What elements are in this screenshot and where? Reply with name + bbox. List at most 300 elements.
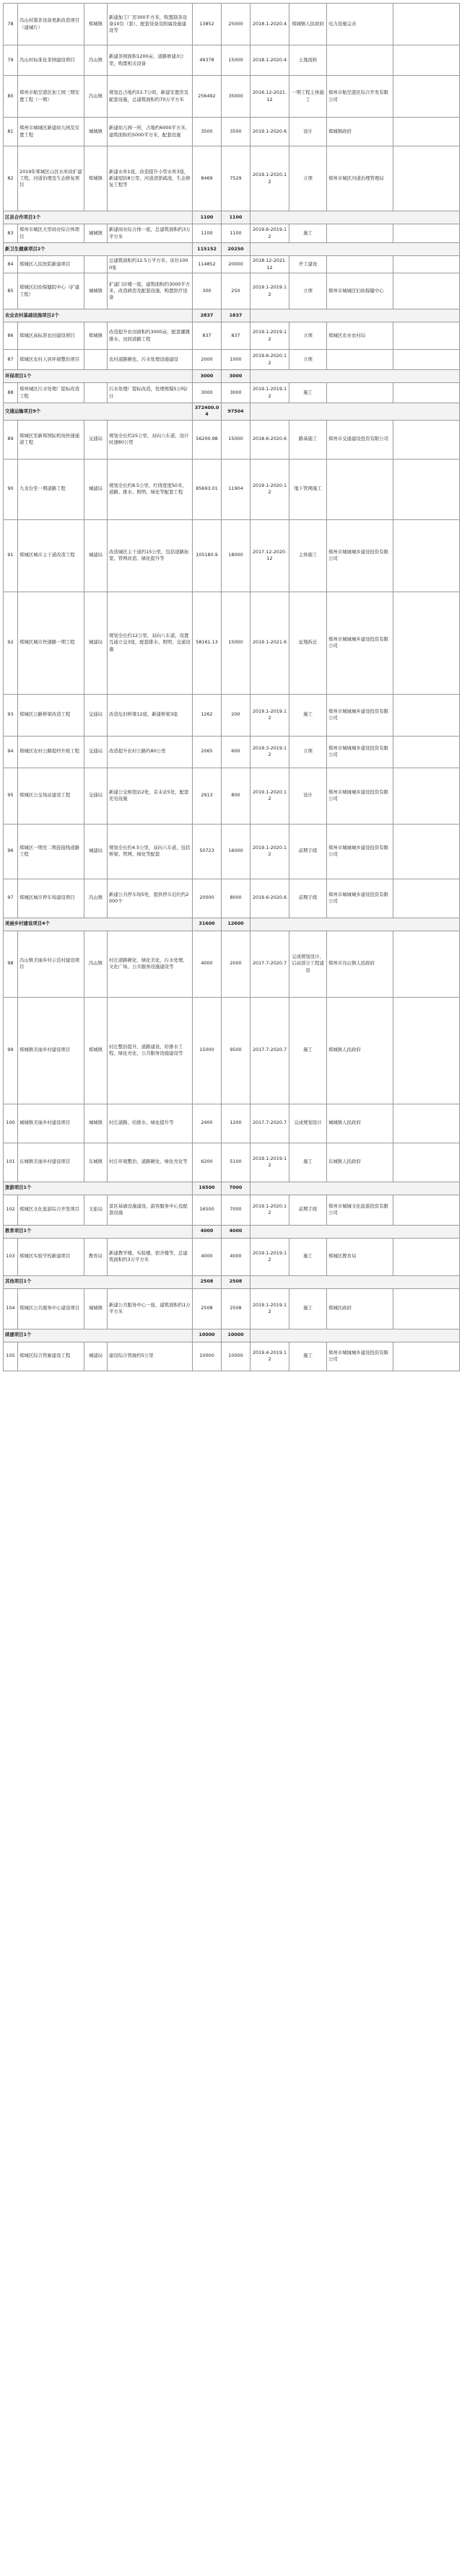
total-investment-cell: 114852 bbox=[193, 256, 222, 273]
total-investment-cell: 3500 bbox=[193, 118, 222, 146]
project-name-cell: 冯山村标准化茶园建设项目 bbox=[18, 45, 84, 76]
section-row bbox=[4, 1182, 460, 1195]
empty-cell bbox=[393, 736, 460, 768]
section-2019-cell: 2508 bbox=[222, 1275, 250, 1288]
period-cell: 2019.1-2019.12 bbox=[250, 1238, 289, 1275]
unit-cell bbox=[84, 383, 108, 403]
section-2019-cell: 7000 bbox=[222, 1182, 250, 1195]
content-cell: 村庄整治提升、道路建设、给排水工程、绿化亮化、公共服务设施建设等 bbox=[108, 997, 193, 1104]
table-row bbox=[4, 1104, 460, 1143]
section-2019-cell: 20250 bbox=[222, 243, 250, 256]
note-cell: 电力设施完善 bbox=[327, 4, 393, 45]
content-cell: 新建公共停车场5处，提供停车泊位约2000个 bbox=[108, 879, 193, 918]
content-cell: 规划全长约4.5公里，双向六车道，包括桥梁、管网、绿化等配套 bbox=[108, 824, 193, 879]
note-cell: 郑州市城城城乡建设投资有限公司 bbox=[327, 768, 393, 824]
period-cell: 2019.4-2019.12 bbox=[250, 1342, 289, 1371]
total-investment-cell: 20000 bbox=[193, 879, 222, 918]
table-row bbox=[4, 592, 460, 694]
unit-cell: 交通局 bbox=[84, 420, 108, 459]
empty-cell bbox=[393, 1104, 460, 1143]
investment-2019-cell: 837 bbox=[222, 322, 250, 350]
note-cell: 郑州市冯山镇人民政府 bbox=[327, 931, 393, 997]
section-total-cell: 372400.04 bbox=[193, 403, 222, 421]
period-cell: 2018.12-2021.12 bbox=[250, 256, 289, 273]
period-cell: 2019.1-2019.12 bbox=[250, 1143, 289, 1182]
total-investment-cell: 85693.01 bbox=[193, 459, 222, 519]
period-cell: 2019.6-2020.12 bbox=[250, 350, 289, 370]
total-investment-cell: 1262 bbox=[193, 694, 222, 736]
stage-cell: 施工 bbox=[289, 1342, 327, 1371]
content-cell: 总建筑面积约12.5万平方米，床位1000张 bbox=[108, 256, 193, 273]
row-number-cell: 102 bbox=[4, 1195, 18, 1225]
period-cell: 2019.3-2019.12 bbox=[250, 736, 289, 768]
unit-cell bbox=[84, 256, 108, 273]
section-2019-cell: 3000 bbox=[222, 370, 250, 383]
project-name-cell: 郑城区至新郑国际机场快速通道工程 bbox=[18, 420, 84, 459]
content-cell: 村庄道路硬化、绿化美化、污水处理、文化广场、公共服务设施建设等 bbox=[108, 931, 193, 997]
note-cell: 郑州市城城城乡建设投资有限公司 bbox=[327, 592, 393, 694]
project-name-cell: 郑城镇美丽乡村建设项目 bbox=[18, 997, 84, 1104]
note-cell bbox=[327, 459, 393, 519]
investment-2019-cell: 1000 bbox=[222, 350, 250, 370]
section-total-cell: 3000 bbox=[193, 370, 222, 383]
period-cell: 2018.1-2020.4 bbox=[250, 4, 289, 45]
project-name-cell: 郑州市航空港区加工园三期安置工程（一期） bbox=[18, 76, 84, 118]
investment-2019-cell: 35000 bbox=[222, 76, 250, 118]
table-row bbox=[4, 224, 460, 243]
project-name-cell: 郑州城区污水处理厂提标改造工程 bbox=[18, 383, 84, 403]
stage-cell: 开工建设 bbox=[289, 256, 327, 273]
investment-2019-cell: 1200 bbox=[222, 1104, 250, 1143]
total-investment-cell: 4000 bbox=[193, 1238, 222, 1275]
table-row bbox=[4, 4, 460, 45]
total-investment-cell: 15000 bbox=[193, 997, 222, 1104]
empty-cell bbox=[393, 420, 460, 459]
total-investment-cell: 105180.9 bbox=[193, 519, 222, 592]
row-number-cell: 88 bbox=[4, 383, 18, 403]
section-row bbox=[4, 1329, 460, 1342]
section-empty-cell bbox=[250, 309, 460, 322]
project-name-cell: 郑城区公路桥梁改造工程 bbox=[18, 694, 84, 736]
stage-cell: 土地流转 bbox=[289, 45, 327, 76]
stage-cell: 立项 bbox=[289, 322, 327, 350]
total-investment-cell: 2065 bbox=[193, 736, 222, 768]
project-name-cell: 冯山村制茶设备更新改造项目（建城片） bbox=[18, 4, 84, 45]
stage-cell: 主体施工 bbox=[289, 519, 327, 592]
table-row bbox=[4, 1143, 460, 1182]
empty-cell bbox=[393, 256, 460, 273]
empty-cell bbox=[393, 824, 460, 879]
section-label: 农业农村基础设施项目2个 bbox=[4, 309, 193, 322]
total-investment-cell: 2913 bbox=[193, 768, 222, 824]
note-cell: 郑州市城城城乡建设投资有限公司 bbox=[327, 694, 393, 736]
note-cell bbox=[327, 224, 393, 243]
content-cell: 规划全长约12公里，双向八车道，设置互通立交3座，配套排水、照明、交通设施 bbox=[108, 592, 193, 694]
stage-cell: 立项 bbox=[289, 273, 327, 309]
note-cell bbox=[327, 45, 393, 76]
note-cell: 郑州市城城城乡建设投资有限公司 bbox=[327, 879, 393, 918]
note-cell: 郑州市航空港区综合开发有限公司 bbox=[327, 76, 393, 118]
project-name-cell: 九龙台至一期道路工程 bbox=[18, 459, 84, 519]
stage-cell: 前期手续 bbox=[289, 824, 327, 879]
row-number-cell: 82 bbox=[4, 146, 18, 211]
table-row bbox=[4, 694, 460, 736]
total-investment-cell: 837 bbox=[193, 322, 222, 350]
period-cell: 2019.1-2019.12 bbox=[250, 1288, 289, 1329]
stage-cell: 路基施工 bbox=[289, 420, 327, 459]
total-investment-cell: 6200 bbox=[193, 1143, 222, 1182]
project-name-cell: 郑州市城区大型商业综合体项目 bbox=[18, 224, 84, 243]
period-cell: 2017.12-2020.12 bbox=[250, 519, 289, 592]
note-cell: 郑州市城区河道治理管理局 bbox=[327, 146, 393, 211]
stage-cell: 地下管网施工 bbox=[289, 459, 327, 519]
stage-cell: 一期工程主体施工 bbox=[289, 76, 327, 118]
content-cell: 农村道路硬化、污水处理设施建设 bbox=[108, 350, 193, 370]
period-cell: 2019.1-2020.12 bbox=[250, 824, 289, 879]
project-name-cell: 郑城区综合管廊建设工程 bbox=[18, 1342, 84, 1371]
table-row bbox=[4, 118, 460, 146]
period-cell: 2017.7-2020.7 bbox=[250, 931, 289, 997]
row-number-cell: 100 bbox=[4, 1104, 18, 1143]
unit-cell: 城建局 bbox=[84, 592, 108, 694]
empty-cell bbox=[393, 224, 460, 243]
content-cell: 改造危旧桥梁12座，新建桥梁3座 bbox=[108, 694, 193, 736]
investment-2019-cell: 9500 bbox=[222, 997, 250, 1104]
period-cell: 2019.1-2020.6 bbox=[250, 118, 289, 146]
project-name-cell: 东城镇美丽乡村建设项目 bbox=[18, 1143, 84, 1182]
section-label: 其他项目1个 bbox=[4, 1275, 193, 1288]
table-row bbox=[4, 420, 460, 459]
total-investment-cell: 58161.13 bbox=[193, 592, 222, 694]
section-empty-cell bbox=[250, 243, 460, 256]
row-number-cell: 87 bbox=[4, 350, 18, 370]
project-name-cell: 郑城区农村人居环境整治项目 bbox=[18, 350, 84, 370]
project-name-cell: 郑城区城市快速路一期工程 bbox=[18, 592, 84, 694]
table-row bbox=[4, 1288, 460, 1329]
content-cell: 景区基础设施建设、游客服务中心及配套设施 bbox=[108, 1195, 193, 1225]
table-row bbox=[4, 997, 460, 1104]
investment-2019-cell: 18000 bbox=[222, 519, 250, 592]
section-empty-cell bbox=[250, 370, 460, 383]
project-name-cell: 郑城区公共服务中心建设项目 bbox=[18, 1288, 84, 1329]
unit-cell: 城城镇 bbox=[84, 118, 108, 146]
section-empty-cell bbox=[250, 211, 460, 224]
total-investment-cell: 3000 bbox=[193, 383, 222, 403]
table-row bbox=[4, 1342, 460, 1371]
stage-cell: 施工 bbox=[289, 1288, 327, 1329]
period-cell: 2019.6-2020.6 bbox=[250, 879, 289, 918]
investment-2019-cell: 20000 bbox=[222, 256, 250, 273]
row-number-cell: 101 bbox=[4, 1143, 18, 1182]
investment-2019-cell: 3000 bbox=[222, 383, 250, 403]
empty-cell bbox=[393, 1342, 460, 1371]
stage-cell: 施工 bbox=[289, 224, 327, 243]
project-name-cell: 郑城区实验学校新建项目 bbox=[18, 1238, 84, 1275]
total-investment-cell: 256492 bbox=[193, 76, 222, 118]
period-cell: 2019.1-2020.12 bbox=[250, 459, 289, 519]
note-cell: 东城镇人民政府 bbox=[327, 1143, 393, 1182]
section-total-cell: 2508 bbox=[193, 1275, 222, 1288]
empty-cell bbox=[393, 322, 460, 350]
content-cell: 新建公共服务中心一座，建筑面积约1万平方米 bbox=[108, 1288, 193, 1329]
unit-cell: 城城镇 bbox=[84, 1288, 108, 1329]
section-label: 美丽乡村建设项目4个 bbox=[4, 918, 193, 931]
table-row bbox=[4, 383, 460, 403]
empty-cell bbox=[393, 931, 460, 997]
investment-2019-cell: 800 bbox=[222, 768, 250, 824]
section-row bbox=[4, 1225, 460, 1238]
period-cell: 2019.1-2019.12 bbox=[250, 383, 289, 403]
section-row bbox=[4, 243, 460, 256]
unit-cell: 冯山镇 bbox=[84, 931, 108, 997]
row-number-cell: 98 bbox=[4, 931, 18, 997]
empty-cell bbox=[393, 273, 460, 309]
table-row bbox=[4, 519, 460, 592]
project-name-cell: 郑城区一期至二期连接线道路工程 bbox=[18, 824, 84, 879]
section-total-cell: 10000 bbox=[193, 1329, 222, 1342]
empty-cell bbox=[393, 997, 460, 1104]
total-investment-cell: 2400 bbox=[193, 1104, 222, 1143]
section-label: 环保项目1个 bbox=[4, 370, 193, 383]
section-total-cell: 115152 bbox=[193, 243, 222, 256]
total-investment-cell: 4000 bbox=[193, 931, 222, 997]
note-cell: 郑城镇政府 bbox=[327, 118, 393, 146]
section-2019-cell: 1100 bbox=[222, 211, 250, 224]
section-label: 区县合作项目1个 bbox=[4, 211, 193, 224]
content-cell: 改造城区主干道约15公里，包括道路拓宽、管网改造、绿化提升等 bbox=[108, 519, 193, 592]
table-row bbox=[4, 1195, 460, 1225]
unit-cell: 冯山镇 bbox=[84, 76, 108, 118]
project-name-cell: 郑州市城城区新建幼儿园及安置工程 bbox=[18, 118, 84, 146]
stage-cell: 完成规划设计 bbox=[289, 1104, 327, 1143]
table-row bbox=[4, 273, 460, 309]
period-cell: 2017.7-2020.7 bbox=[250, 1104, 289, 1143]
row-number-cell: 86 bbox=[4, 322, 18, 350]
row-number-cell: 85 bbox=[4, 273, 18, 309]
content-cell: 新建水库1座，改造提升小型水库3座，新建堤防8公里，河道清淤疏浚、生态修复工程等 bbox=[108, 146, 193, 211]
section-empty-cell bbox=[250, 918, 460, 931]
investment-2019-cell: 8000 bbox=[222, 879, 250, 918]
project-name-cell: 郑城区人民医院新建项目 bbox=[18, 256, 84, 273]
empty-cell bbox=[393, 1195, 460, 1225]
total-investment-cell: 49378 bbox=[193, 45, 222, 76]
period-cell: 2019.1-2020.12 bbox=[250, 768, 289, 824]
empty-cell bbox=[393, 592, 460, 694]
unit-cell: 教育局 bbox=[84, 1238, 108, 1275]
table-row bbox=[4, 824, 460, 879]
section-2019-cell: 1837 bbox=[222, 309, 250, 322]
unit-cell: 城城镇 bbox=[84, 224, 108, 243]
note-cell: 郑州市城城文化旅游投资有限公司 bbox=[327, 1195, 393, 1225]
content-cell: 规划全长约8.5公里，红线宽度50米，道路、排水、照明、绿化等配套工程 bbox=[108, 459, 193, 519]
investment-2019-cell: 10000 bbox=[222, 1342, 250, 1371]
stage-cell: 郑城镇人民政府 bbox=[289, 4, 327, 45]
stage-cell: 征地拆迁 bbox=[289, 592, 327, 694]
stage-cell: 前期手续 bbox=[289, 1195, 327, 1225]
section-2019-cell: 12600 bbox=[222, 918, 250, 931]
project-name-cell: 城城镇美丽乡村建设项目 bbox=[18, 1104, 84, 1143]
unit-cell: 东城镇 bbox=[84, 1143, 108, 1182]
unit-cell: 文旅局 bbox=[84, 1195, 108, 1225]
investment-2019-cell: 15000 bbox=[222, 592, 250, 694]
project-name-cell: 郑城区农村公路提档升级工程 bbox=[18, 736, 84, 768]
section-total-cell: 4000 bbox=[193, 1225, 222, 1238]
unit-cell: 郑城镇 bbox=[84, 146, 108, 211]
total-investment-cell: 10000 bbox=[193, 1342, 222, 1371]
row-number-cell: 83 bbox=[4, 224, 18, 243]
total-investment-cell: 50723 bbox=[193, 824, 222, 879]
note-cell: 郑州市城城城乡建设投资有限公司 bbox=[327, 824, 393, 879]
investment-2019-cell: 4000 bbox=[222, 1238, 250, 1275]
empty-cell bbox=[393, 1288, 460, 1329]
project-name-cell: 冯山镇美丽乡村示范村建设项目 bbox=[18, 931, 84, 997]
section-empty-cell bbox=[250, 1182, 460, 1195]
project-name-cell: 郑城区文化旅游综合开发项目 bbox=[18, 1195, 84, 1225]
investment-2019-cell: 15000 bbox=[222, 420, 250, 459]
content-cell: 改造提升农田面积约3000亩，配套灌溉排水、田间道路工程 bbox=[108, 322, 193, 350]
row-number-cell: 93 bbox=[4, 694, 18, 736]
period-cell: 2017.7-2020.7 bbox=[250, 997, 289, 1104]
row-number-cell: 99 bbox=[4, 997, 18, 1104]
period-cell: 2019.1-2019.12 bbox=[250, 322, 289, 350]
content-cell: 规划总占地约53.7公顷，新建安置房及配套设施，总建筑面积约70万平方米 bbox=[108, 76, 193, 118]
period-cell: 2019.1-2020.12 bbox=[250, 1195, 289, 1225]
unit-cell: 交通局 bbox=[84, 736, 108, 768]
project-name-cell: 郑城区妇幼保健院中心（扩建工程） bbox=[18, 273, 84, 309]
row-number-cell: 95 bbox=[4, 768, 18, 824]
investment-2019-cell: 25000 bbox=[222, 4, 250, 45]
table-body bbox=[4, 4, 460, 1371]
unit-cell: 冯山镇 bbox=[84, 879, 108, 918]
section-empty-cell bbox=[250, 403, 460, 421]
row-number-cell: 91 bbox=[4, 519, 18, 592]
investment-2019-cell: 2508 bbox=[222, 1288, 250, 1329]
row-number-cell: 92 bbox=[4, 592, 18, 694]
section-total-cell: 2837 bbox=[193, 309, 222, 322]
unit-cell: 城城镇 bbox=[84, 1104, 108, 1143]
total-investment-cell: 300 bbox=[193, 273, 222, 309]
investment-2019-cell: 15000 bbox=[222, 45, 250, 76]
investment-2019-cell: 200 bbox=[222, 694, 250, 736]
project-name-cell: 2019年郑城区山区水库改扩建工程、河道治理及生态修复项目 bbox=[18, 146, 84, 211]
row-number-cell: 79 bbox=[4, 45, 18, 76]
unit-cell: 城建局 bbox=[84, 459, 108, 519]
note-cell: 郑城区政府 bbox=[327, 1288, 393, 1329]
row-number-cell: 81 bbox=[4, 118, 18, 146]
total-investment-cell: 16500 bbox=[193, 1195, 222, 1225]
content-cell: 村庄道路、给排水、绿化提升等 bbox=[108, 1104, 193, 1143]
empty-cell bbox=[393, 1143, 460, 1182]
row-number-cell: 80 bbox=[4, 76, 18, 118]
period-cell: 2016.12-2021.12 bbox=[250, 76, 289, 118]
investment-2019-cell: 7529 bbox=[222, 146, 250, 211]
unit-cell: 城城镇 bbox=[84, 273, 108, 309]
period-cell: 2019.6-2019.12 bbox=[250, 224, 289, 243]
unit-cell: 冯山镇 bbox=[84, 45, 108, 76]
section-empty-cell bbox=[250, 1225, 460, 1238]
table-row bbox=[4, 146, 460, 211]
total-investment-cell: 2508 bbox=[193, 1288, 222, 1329]
row-number-cell: 103 bbox=[4, 1238, 18, 1275]
content-cell: 新建公交枢纽站2处，首末站5处，配套充电设施 bbox=[108, 768, 193, 824]
project-table bbox=[3, 3, 460, 1371]
stage-cell: 立项 bbox=[289, 736, 327, 768]
unit-cell: 交通局 bbox=[84, 768, 108, 824]
total-investment-cell: 2000 bbox=[193, 350, 222, 370]
empty-cell bbox=[393, 383, 460, 403]
note-cell bbox=[327, 256, 393, 273]
section-2019-cell: 10000 bbox=[222, 1329, 250, 1342]
section-row bbox=[4, 1275, 460, 1288]
unit-cell bbox=[84, 350, 108, 370]
note-cell: 郑州市城城区妇幼保健中心 bbox=[327, 273, 393, 309]
table-row bbox=[4, 45, 460, 76]
project-name-cell: 郑城区城市主干道改造工程 bbox=[18, 519, 84, 592]
investment-2019-cell: 3500 bbox=[222, 118, 250, 146]
section-row bbox=[4, 211, 460, 224]
content-cell: 村庄环境整治、道路硬化、绿化亮化等 bbox=[108, 1143, 193, 1182]
table-row bbox=[4, 459, 460, 519]
section-label: 交通运输项目9个 bbox=[4, 403, 193, 421]
empty-cell bbox=[393, 118, 460, 146]
empty-cell bbox=[393, 4, 460, 45]
stage-cell: 完成规划设计，启动部分工程建设 bbox=[289, 931, 327, 997]
investment-2019-cell: 250 bbox=[222, 273, 250, 309]
empty-cell bbox=[393, 519, 460, 592]
empty-cell bbox=[393, 459, 460, 519]
period-cell: 2019.1-2019.12 bbox=[250, 273, 289, 309]
row-number-cell: 104 bbox=[4, 1288, 18, 1329]
table-row bbox=[4, 256, 460, 273]
content-cell: 新建加工厂房300平方米，购置制茶设备10台（套），配套设备及附属设施建设等 bbox=[108, 4, 193, 45]
content-cell: 建设综合管廊约5公里 bbox=[108, 1342, 193, 1371]
content-cell: 新建教学楼、实验楼、宿舍楼等，总建筑面积约3万平方米 bbox=[108, 1238, 193, 1275]
section-total-cell: 31600 bbox=[193, 918, 222, 931]
period-cell: 2018.6-2020.6 bbox=[250, 420, 289, 459]
investment-2019-cell: 5100 bbox=[222, 1143, 250, 1182]
content-cell: 扩建门诊楼一座，建筑面积约3000平方米，改造病房及配套设施，购置医疗设备 bbox=[108, 273, 193, 309]
empty-cell bbox=[393, 350, 460, 370]
note-cell: 郑州市城城城乡建设投资有限公司 bbox=[327, 519, 393, 592]
section-empty-cell bbox=[250, 1329, 460, 1342]
section-2019-cell: 4000 bbox=[222, 1225, 250, 1238]
period-cell: 2019.1-2021.6 bbox=[250, 592, 289, 694]
row-number-cell: 89 bbox=[4, 420, 18, 459]
investment-2019-cell: 600 bbox=[222, 736, 250, 768]
section-label: 教育项目1个 bbox=[4, 1225, 193, 1238]
table-row bbox=[4, 768, 460, 824]
section-empty-cell bbox=[250, 1275, 460, 1288]
empty-cell bbox=[393, 146, 460, 211]
stage-cell: 施工 bbox=[289, 694, 327, 736]
unit-cell: 郑城镇 bbox=[84, 997, 108, 1104]
project-name-cell: 郑城区公交场站建设工程 bbox=[18, 768, 84, 824]
empty-cell bbox=[393, 768, 460, 824]
table-row bbox=[4, 931, 460, 997]
investment-2019-cell: 7000 bbox=[222, 1195, 250, 1225]
section-row bbox=[4, 403, 460, 421]
project-name-cell: 郑城区城市停车场建设项目 bbox=[18, 879, 84, 918]
table-row bbox=[4, 322, 460, 350]
total-investment-cell: 56200.98 bbox=[193, 420, 222, 459]
unit-cell: 郑城镇 bbox=[84, 322, 108, 350]
unit-cell: 郑城镇 bbox=[84, 4, 108, 45]
stage-cell: 立项 bbox=[289, 146, 327, 211]
section-row bbox=[4, 309, 460, 322]
content-cell: 改造提升农村公路约80公里 bbox=[108, 736, 193, 768]
content-cell: 新建茶园面积1200亩，道路修建3公里，购置相关设备 bbox=[108, 45, 193, 76]
section-label: 旅游项目1个 bbox=[4, 1182, 193, 1195]
